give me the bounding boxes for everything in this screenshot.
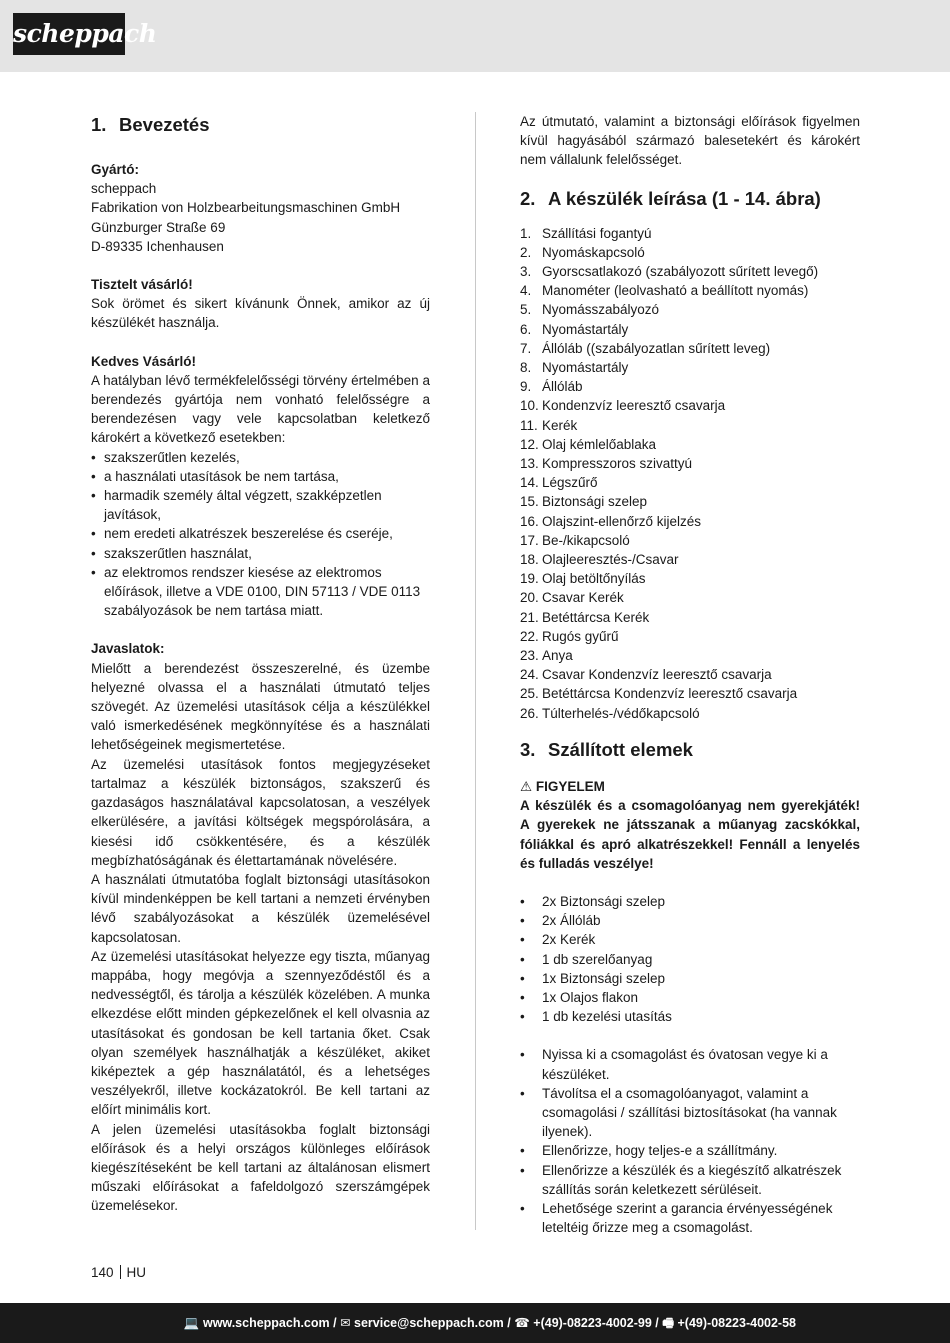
list-item: • szakszerűtlen kezelés, <box>91 448 430 467</box>
part-item: 15. Biztonsági szelep <box>520 494 648 510</box>
part-item: 13. Kompresszoros szivattyú <box>520 456 693 472</box>
recommendations-label: Javaslatok: <box>91 641 165 657</box>
recommendation-paragraph: Mielőtt a berendezést összeszerelné, és üzembe helyezné olvassa el a használati útmutató teljes szövegét. Az üzemelési utasítások célja a készülékkel való ismerkedésének megkönnyítése és a használati lehetőségeinek megismertetése. <box>91 660 430 753</box>
list-item: • Távolítsa el a csomagolóanyagot, valamint a csomagolási / szállítási biztosításokat (ha vannak ilyenek). <box>520 1084 860 1142</box>
list-item: • Nyissa ki a csomagolást és óvatosan vegye ki a készüléket. <box>520 1045 860 1083</box>
website-icon: 💻 <box>183 1316 200 1330</box>
part-item: 14. Légszűrő <box>520 475 598 491</box>
greeting-label: Tisztelt vásárló! <box>91 277 193 293</box>
warning-text: A készülék és a csomagolóanyag nem gyerekjáték! A gyerekek ne játsszanak a műanyag zacskókkal, fóliákkal és apró alkatrészekkel! Fennáll a lenyelés és fulladás veszélye! <box>520 798 860 871</box>
part-item: 5. Nyomásszabályozó <box>520 302 660 318</box>
greeting-text: Sok örömet és sikert kívánunk Önnek, amikor az új készülékét használja. <box>91 296 430 331</box>
part-item: 6. Nyomástartály <box>520 321 629 337</box>
part-item: 9. Állóláb <box>520 379 583 395</box>
liability-cases-list <box>91 448 430 621</box>
part-item: 2. Nyomáskapcsoló <box>520 244 645 260</box>
list-item: • 2x Biztonsági szelep <box>520 892 860 911</box>
fax-number: +(49)-08223-4002-58 <box>677 1316 796 1330</box>
manufacturer-address: scheppach Fabrikation von Holzbearbeitungsmaschinen GmbH Günzburger Straße 69 D-89335 Ichenhausen <box>91 181 401 254</box>
phone-icon: ☎ <box>514 1316 530 1330</box>
part-item: 10. Kondenzvíz leeresztő csavarja <box>520 398 726 414</box>
part-item: 17. Be-/kikapcsoló <box>520 532 630 548</box>
part-item: 23. Anya <box>520 648 573 664</box>
part-item: 25. Betéttárcsa Kondenzvíz leeresztő csavarja <box>520 686 798 702</box>
part-item: 1. Szállítási fogantyú <box>520 225 652 241</box>
part-item: 12. Olaj kémlelőablaka <box>520 436 657 452</box>
list-item: • 2x Állóláb <box>520 911 860 930</box>
recommendation-paragraph: A használati útmutatóba foglalt biztonsági utasításokon kívül mindenképpen be kell tartani a nemzeti érvényben lévő szabályozásokat a készülék üzemelésével kapcsolatosan. <box>91 871 430 945</box>
page-header <box>0 0 950 72</box>
part-item: 11. Kerék <box>520 417 578 433</box>
part-item: 4. Manométer (leolvasható a beállított nyomás) <box>520 283 809 299</box>
list-item: • nem eredeti alkatrészek beszerelése és cseréje, <box>91 524 430 543</box>
parts-list <box>520 224 860 723</box>
liability-label: Kedves Vásárló! <box>91 353 197 369</box>
section-heading-description: 2. A készülék leírása (1 - 14. ábra) <box>520 187 821 209</box>
column-divider <box>475 112 476 1230</box>
fax-icon: 🖷 <box>662 1316 675 1330</box>
list-item: • harmadik személy által végzett, szakképzetlen javítások, <box>91 486 430 524</box>
part-item: 26. Túlterhelés-/védőkapcsoló <box>520 705 700 721</box>
manufacturer-label: Gyártó: <box>91 162 140 177</box>
part-item: 24. Csavar Kondenzvíz leeresztő csavarja <box>520 667 772 683</box>
page-footer: 💻 www.scheppach.com / ✉ service@scheppach.com / ☎ +(49)-08223-4002-99 / 🖷 +(49)-08223-4002-58 <box>0 1303 950 1343</box>
part-item: 3. Gyorscsatlakozó (szabályozott sűrített levegő) <box>520 264 819 280</box>
recommendation-paragraph: Az üzemelési utasítások fontos megjegyzéseket tartalmaz a készülék biztonságos, szakszerű és gazdaságos használatával kapcsolatosan, a veszélyek elkerülésére, a javítási költségek megspórolására, a kiesési idő csökkentésére, és a készülék megbízhatóságának és élettartamának növelésére. <box>91 756 430 868</box>
email-link[interactable]: service@scheppach.com <box>354 1316 504 1330</box>
part-item: 21. Betéttárcsa Kerék <box>520 609 650 625</box>
part-item: 16. Olajszint-ellenőrző kijelzés <box>520 513 702 529</box>
page-number: 140 HU <box>91 1265 147 1280</box>
part-item: 19. Olaj betöltőnyílás <box>520 571 646 587</box>
mail-icon: ✉ <box>340 1316 351 1330</box>
list-item: • Ellenőrizze a készülék és a kiegészítő alkatrészek szállítás során keletkezett sérüléseit. <box>520 1161 860 1199</box>
part-item: 22. Rugós gyűrű <box>520 628 619 644</box>
part-item: 20. Csavar Kerék <box>520 590 624 606</box>
list-item: • Lehetősége szerint a garancia érvényességének leteltéig őrizze meg a csomagolást. <box>520 1199 860 1237</box>
left-column <box>91 112 430 1216</box>
part-item: 18. Olajleeresztés-/Csavar <box>520 552 679 568</box>
disclaimer-text: Az útmutató, valamint a biztonsági előírások figyelmen kívül hagyásából származó balesetekért és károkért nem vállalunk felelősséget. <box>520 114 860 168</box>
section-heading-delivered-items: 3. Szállított elemek <box>520 738 693 760</box>
list-item: • 1x Olajos flakon <box>520 988 860 1007</box>
section-heading-introduction: 1. Bevezetés <box>91 114 210 135</box>
list-item: • az elektromos rendszer kiesése az elektromos előírások, illetve a VDE 0100, DIN 57113 / VDE 0113 szabályozások be nem tartása miatt. <box>91 563 430 621</box>
recommendation-paragraph: Az üzemelési utasításokat helyezze egy tiszta, műanyag mappába, hogy megóvja a szennyeződéstől és a nedvességtől, és tárolja a készülék közelében. A munka elkezdése előtt minden gépkezelőnek el kell olvasnia az utasításokat és gondosan be kell tartania őket. Csak olyan személyek használhatják a készüléket, akiket kiképeztek a gép használatától, és a lehetséges veszélyekről, illetve kockázatokról. Be kell tartani az előírt minimális kort. <box>91 948 430 1118</box>
part-item: 8. Nyomástartály <box>520 360 629 376</box>
recommendation-paragraph: A jelen üzemelési utasításokba foglalt biztonsági előírások és a helyi országos különleges előírások kiegészítéseként be kell tartani az általánosan elismert műszaki előírásokat a fafeldolgozó szerszámgépek üzemelésekor. <box>91 1121 430 1214</box>
list-item: • 2x Kerék <box>520 930 860 949</box>
scheppach-logo: scheppach <box>13 13 125 55</box>
list-item: • 1 db szerelőanyag <box>520 950 860 969</box>
liability-text: A hatályban lévő termékfelelősségi törvény értelmében a berendezés gyártója nem vonható felelősségre a berendezésen vagy vele kapcsolatban keletkező károkért a következő esetekben: <box>91 372 430 446</box>
list-item: • a használati utasítások be nem tartása, <box>91 467 430 486</box>
unpacking-steps-list <box>520 1045 860 1237</box>
phone-number: +(49)-08223-4002-99 <box>533 1316 652 1330</box>
website-link[interactable]: www.scheppach.com <box>202 1316 330 1330</box>
list-item: • 1 db kezelési utasítás <box>520 1007 860 1026</box>
list-item: • 1x Biztonsági szelep <box>520 969 860 988</box>
right-column <box>520 112 860 1237</box>
part-item: 7. Állóláb ((szabályozatlan sűrített leveg) <box>520 340 771 356</box>
list-item: • szakszerűtlen használat, <box>91 544 430 563</box>
warning-title: ⚠ FIGYELEM <box>520 778 605 794</box>
list-item: • Ellenőrizze, hogy teljes-e a szállítmány. <box>520 1141 860 1160</box>
delivered-items-list <box>520 892 860 1026</box>
